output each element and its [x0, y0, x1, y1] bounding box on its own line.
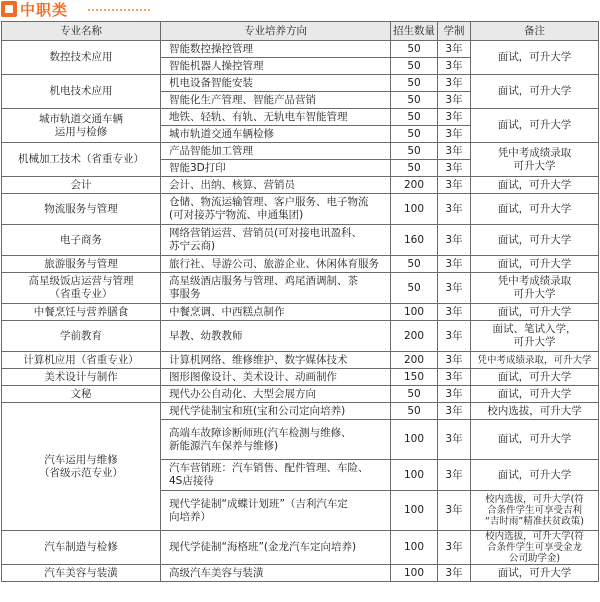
admission-table [1, 21, 599, 582]
quota-cell: 50 [391, 403, 438, 420]
years-cell: 3年 [438, 58, 471, 75]
years-cell: 3年 [438, 386, 471, 403]
years-cell: 3年 [438, 369, 471, 386]
major-name-cell: 物流服务与管理 [2, 194, 161, 225]
years-cell: 3年 [438, 352, 471, 369]
quota-cell: 100 [391, 304, 438, 321]
years-cell: 3年 [438, 460, 471, 491]
table-row [2, 386, 599, 403]
major-name-cell: 电子商务 [2, 225, 161, 256]
note-cell: 面试，可升大学 [471, 386, 599, 403]
major-name-cell: 数控技术应用 [2, 41, 161, 75]
note-cell: 校内选拔，可升大学(符 合条件学生可享受金龙 公司助学金) [471, 531, 599, 565]
years-cell: 3年 [438, 531, 471, 565]
direction-cell: 城市轨道交通车辆检修 [161, 126, 391, 143]
direction-cell: 智能数控操控管理 [161, 41, 391, 58]
note-cell: 凭中考成绩录取 可升大学 [471, 143, 599, 177]
quota-cell: 50 [391, 41, 438, 58]
years-cell: 3年 [438, 256, 471, 273]
header-direction: 专业培养方向 [161, 22, 391, 41]
direction-cell: 产品智能加工管理 [161, 143, 391, 160]
note-cell: 面试，可升大学 [471, 75, 599, 109]
major-name-cell: 城市轨道交通车辆 运用与检修 [2, 109, 161, 143]
direction-cell: 高端车故障诊断师班(汽车检测与维修、 新能源汽车保养与维修) [161, 420, 391, 460]
direction-cell: 汽车营销班：汽车销售、配件管理、车险、 4S店接待 [161, 460, 391, 491]
years-cell: 3年 [438, 491, 471, 531]
direction-cell: 现代学徒制“成蝶计划班”（吉利汽车定 向培养） [161, 491, 391, 531]
direction-cell: 现代办公自动化、大型会展方向 [161, 386, 391, 403]
dotted-divider [88, 9, 150, 11]
direction-cell: 智能化生产管理、智能产品营销 [161, 92, 391, 109]
quota-cell: 50 [391, 256, 438, 273]
years-cell: 3年 [438, 75, 471, 92]
table-row [2, 531, 599, 565]
note-cell: 凭中考成绩录取 可升大学 [471, 273, 599, 304]
note-cell: 面试，可升大学 [471, 177, 599, 194]
note-cell: 凭中考成绩录取，可升大学 [471, 352, 599, 369]
major-name-cell: 汽车运用与维修 （省级示范专业） [2, 403, 161, 531]
years-cell: 3年 [438, 565, 471, 582]
quota-cell: 160 [391, 225, 438, 256]
note-cell: 面试，可升大学 [471, 565, 599, 582]
quota-cell: 50 [391, 143, 438, 160]
major-name-cell: 美术设计与制作 [2, 369, 161, 386]
table-row [2, 304, 599, 321]
quota-cell: 50 [391, 126, 438, 143]
direction-cell: 旅行社、导游公司、旅游企业、休闲体育服务 [161, 256, 391, 273]
table-row [2, 225, 599, 256]
table-header-row [2, 22, 599, 41]
direction-cell: 机电设备智能安装 [161, 75, 391, 92]
direction-cell: 仓储、物流运输管理、客户服务、电子物流 (可对接苏宁物流、申通集团) [161, 194, 391, 225]
header-years: 学制 [438, 22, 471, 41]
header-quota: 招生数量 [391, 22, 438, 41]
major-name-cell: 学前教育 [2, 321, 161, 352]
section-tag-icon [1, 1, 17, 17]
quota-cell: 100 [391, 460, 438, 491]
table-row [2, 177, 599, 194]
major-name-cell: 中餐烹饪与营养膳食 [2, 304, 161, 321]
years-cell: 3年 [438, 92, 471, 109]
table-row [2, 352, 599, 369]
major-name-cell: 旅游服务与管理 [2, 256, 161, 273]
years-cell: 3年 [438, 321, 471, 352]
direction-cell: 中餐烹调、中西糕点制作 [161, 304, 391, 321]
quota-cell: 100 [391, 565, 438, 582]
quota-cell: 100 [391, 491, 438, 531]
table-row [2, 369, 599, 386]
quota-cell: 50 [391, 160, 438, 177]
years-cell: 3年 [438, 420, 471, 460]
direction-cell: 高级汽车美容与装潢 [161, 565, 391, 582]
direction-cell: 现代学徒制“海格班”(金龙汽车定向培养) [161, 531, 391, 565]
quota-cell: 200 [391, 177, 438, 194]
years-cell: 3年 [438, 304, 471, 321]
quota-cell: 50 [391, 58, 438, 75]
major-name-cell: 机电技术应用 [2, 75, 161, 109]
note-cell: 面试，可升大学 [471, 304, 599, 321]
quota-cell: 100 [391, 420, 438, 460]
direction-cell: 智能3D打印 [161, 160, 391, 177]
direction-cell: 早教、幼教教师 [161, 321, 391, 352]
note-cell: 面试，可升大学 [471, 194, 599, 225]
direction-cell: 智能机器人操控管理 [161, 58, 391, 75]
years-cell: 3年 [438, 160, 471, 177]
table-row [2, 273, 599, 304]
direction-cell: 网络营销运营、营销员(可对接电讯盈科、 苏宁云商) [161, 225, 391, 256]
years-cell: 3年 [438, 41, 471, 58]
years-cell: 3年 [438, 143, 471, 160]
note-cell: 校内选拔，可升大学 [471, 403, 599, 420]
note-cell: 面试、笔试入学， 可升大学 [471, 321, 599, 352]
section-title: 中职类 [20, 1, 69, 19]
table-row [2, 194, 599, 225]
major-name-cell: 汽车制造与检修 [2, 531, 161, 565]
years-cell: 3年 [438, 126, 471, 143]
years-cell: 3年 [438, 194, 471, 225]
note-cell: 校内选拔，可升大学(符 合条件学生可享受吉利 “吉时雨”精准扶贫政策) [471, 491, 599, 531]
quota-cell: 200 [391, 352, 438, 369]
table-row [2, 41, 599, 58]
table-row [2, 256, 599, 273]
note-cell: 面试，可升大学 [471, 369, 599, 386]
major-name-cell: 机械加工技术（省重专业） [2, 143, 161, 177]
table-row [2, 321, 599, 352]
direction-cell: 地铁、轻轨、有轨、无轨电车智能管理 [161, 109, 391, 126]
section-header [0, 0, 600, 20]
years-cell: 3年 [438, 273, 471, 304]
quota-cell: 100 [391, 531, 438, 565]
quota-cell: 50 [391, 109, 438, 126]
quota-cell: 50 [391, 273, 438, 304]
quota-cell: 50 [391, 75, 438, 92]
header-major: 专业名称 [2, 22, 161, 41]
major-name-cell: 计算机应用（省重专业） [2, 352, 161, 369]
note-cell: 面试，可升大学 [471, 460, 599, 491]
note-cell: 面试，可升大学 [471, 256, 599, 273]
note-cell: 面试，可升大学 [471, 109, 599, 143]
direction-cell: 高星级酒店服务与管理、鸡尾酒调制、茶 事服务 [161, 273, 391, 304]
table-row [2, 403, 599, 420]
direction-cell: 图形图像设计、美术设计、动画制作 [161, 369, 391, 386]
note-cell: 面试，可升大学 [471, 41, 599, 75]
major-name-cell: 高星级饭店运营与管理 （省重专业） [2, 273, 161, 304]
quota-cell: 100 [391, 194, 438, 225]
direction-cell: 会计、出纳、核算、营销员 [161, 177, 391, 194]
major-name-cell: 汽车美容与装潢 [2, 565, 161, 582]
note-cell: 面试，可升大学 [471, 420, 599, 460]
quota-cell: 150 [391, 369, 438, 386]
note-cell: 面试，可升大学 [471, 225, 599, 256]
quota-cell: 50 [391, 386, 438, 403]
direction-cell: 计算机网络、维修维护、数字媒体技术 [161, 352, 391, 369]
years-cell: 3年 [438, 177, 471, 194]
major-name-cell: 会计 [2, 177, 161, 194]
years-cell: 3年 [438, 109, 471, 126]
header-note: 备注 [471, 22, 599, 41]
table-row [2, 565, 599, 582]
major-name-cell: 文秘 [2, 386, 161, 403]
years-cell: 3年 [438, 225, 471, 256]
quota-cell: 200 [391, 321, 438, 352]
table-row [2, 75, 599, 92]
years-cell: 3年 [438, 403, 471, 420]
direction-cell: 现代学徒制宝和班(宝和公司定向培养) [161, 403, 391, 420]
quota-cell: 50 [391, 92, 438, 109]
table-row [2, 109, 599, 126]
table-row [2, 143, 599, 160]
